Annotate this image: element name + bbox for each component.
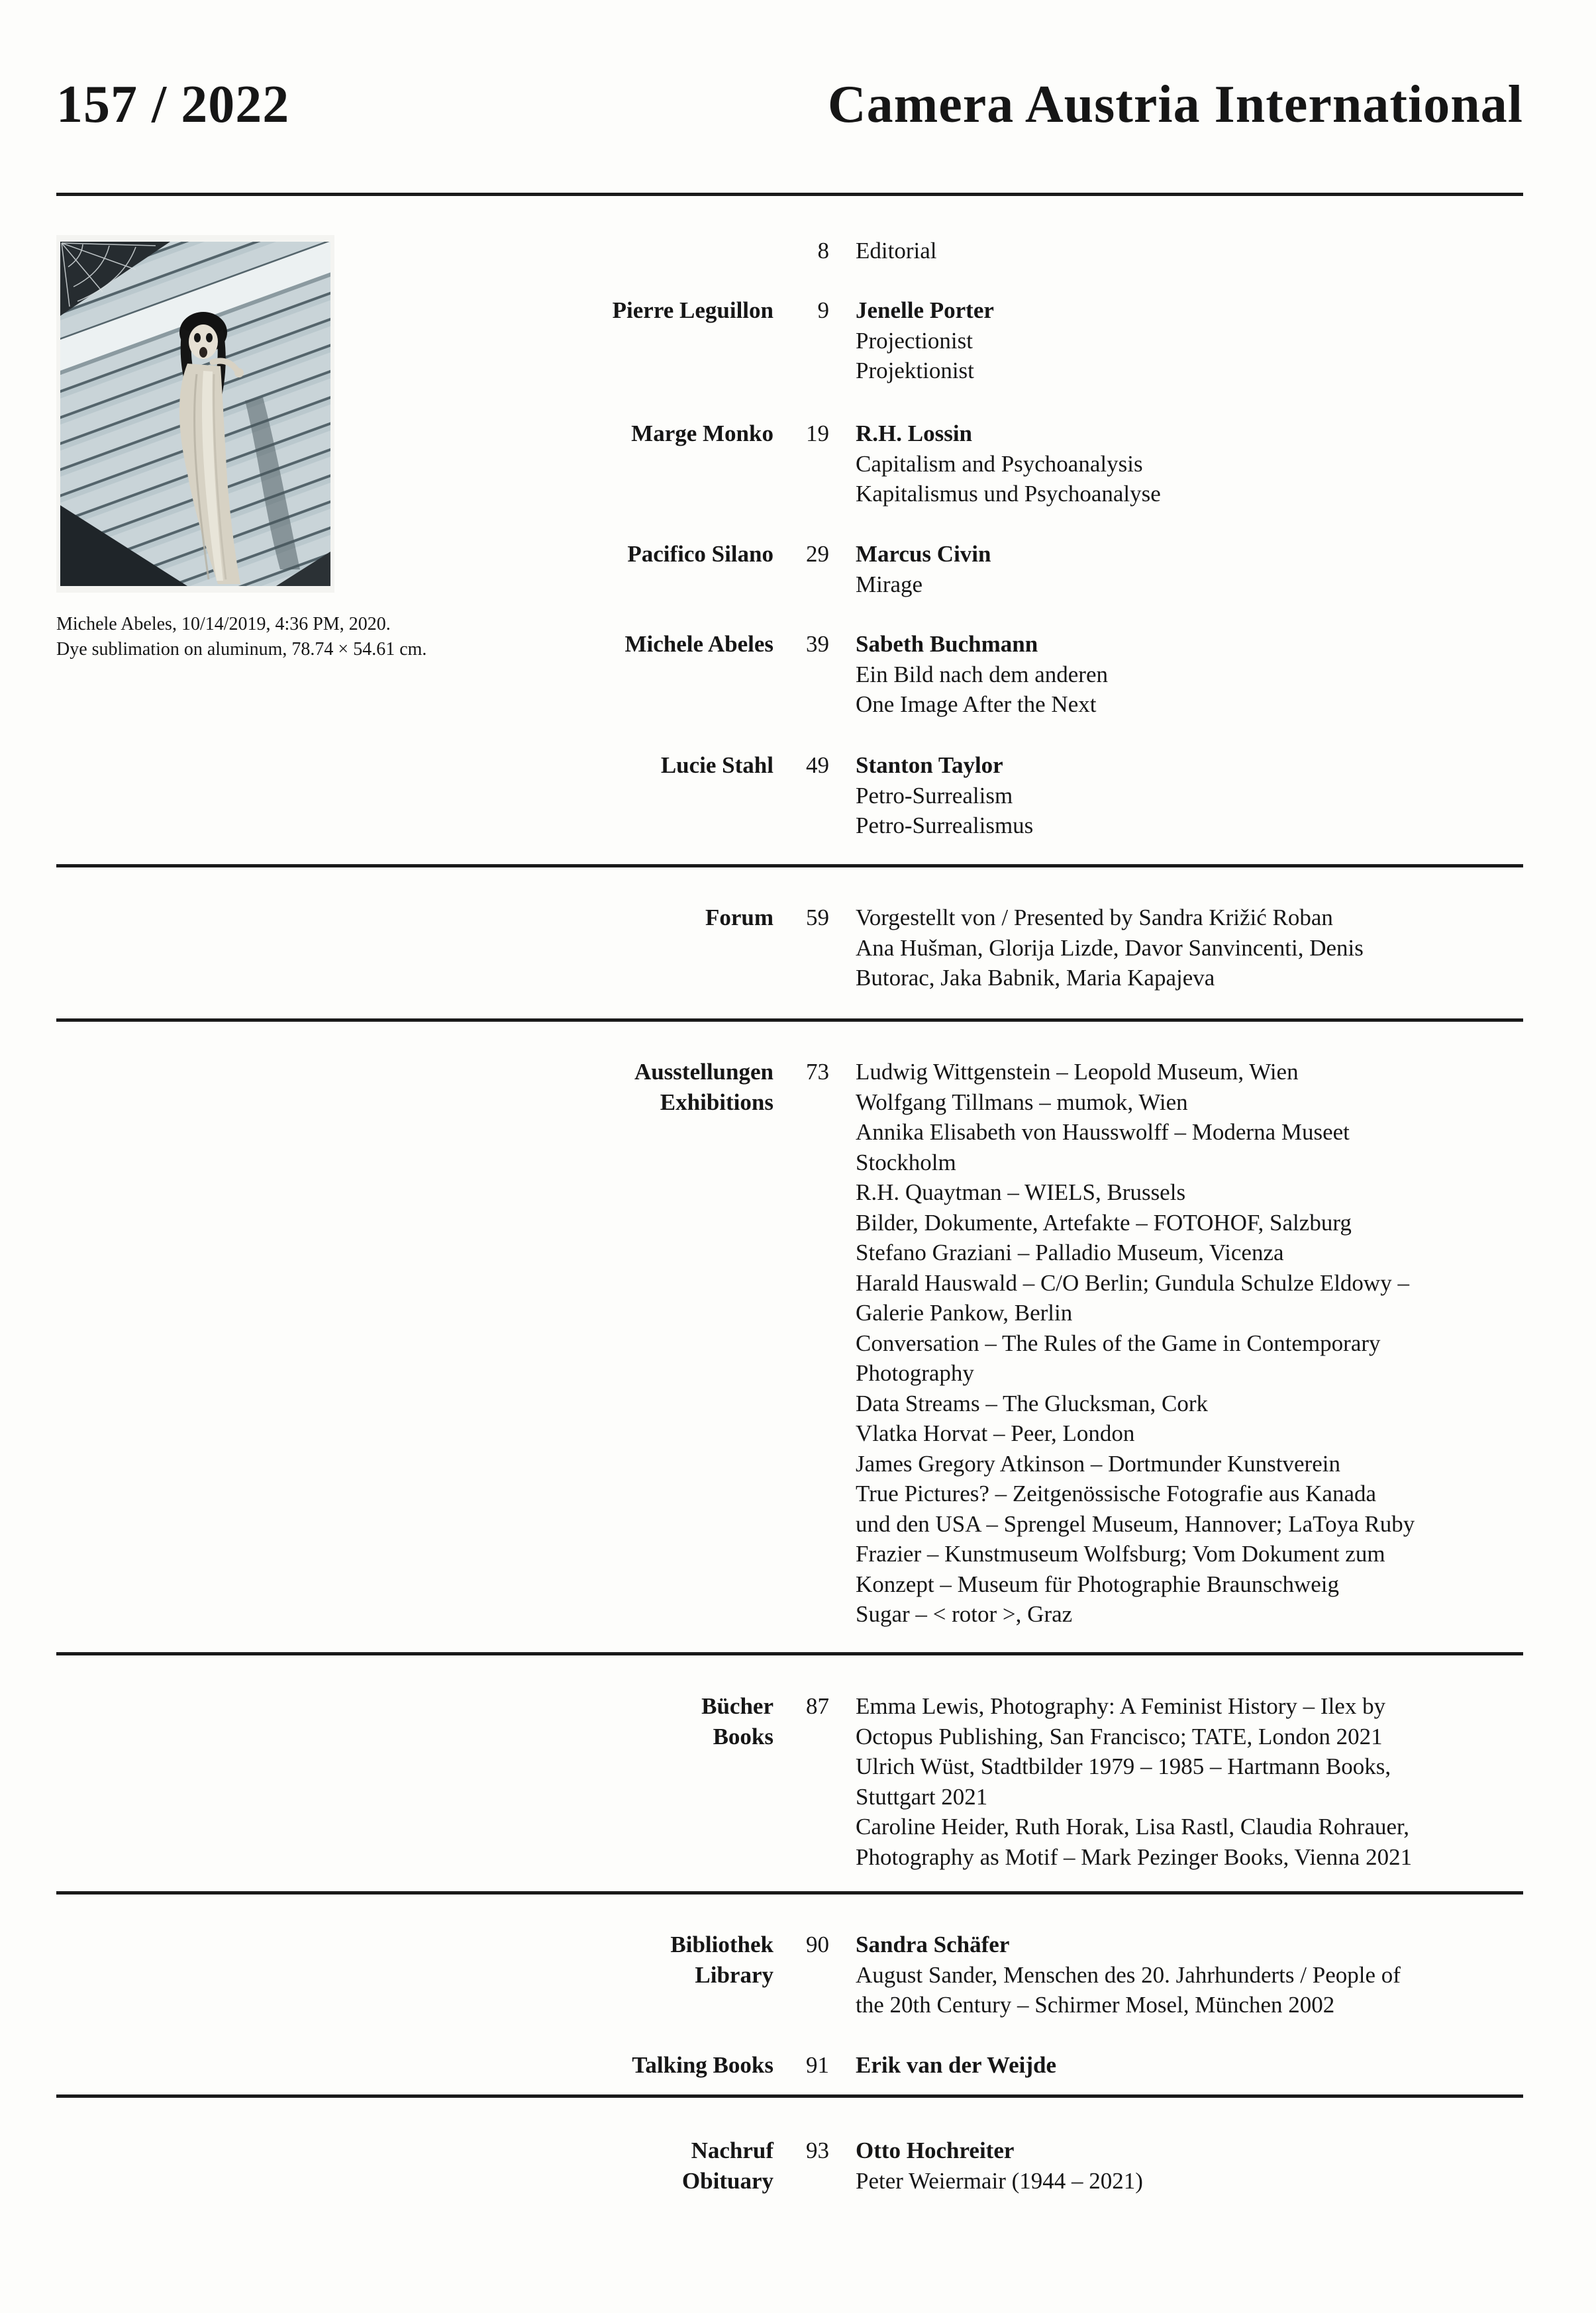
page-number: 87: [806, 1693, 829, 1719]
entry-line: R.H. Quaytman – WIELS, Brussels: [856, 1179, 1186, 1205]
contributor-name: Marcus Civin: [856, 541, 991, 567]
entry-text: [856, 418, 1544, 509]
horizontal-rule: [56, 2094, 1523, 2098]
entry-line: Bilder, Dokumente, Artefakte – FOTOHOF, Salzburg: [856, 1209, 1352, 1236]
section-label: [56, 295, 773, 326]
contributor-name: Sabeth Buchmann: [856, 631, 1038, 657]
contributor-name: Erik van der Weijde: [856, 2052, 1057, 2078]
entry-text: [856, 236, 1544, 266]
horizontal-rule: [56, 864, 1523, 867]
entry-line: Kapitalismus und Psychoanalyse: [856, 481, 1161, 507]
entry-line: Ein Bild nach dem anderen: [856, 661, 1108, 687]
entry-line: Data Streams – The Glucksman, Cork: [856, 1390, 1209, 1416]
entry-text: [856, 903, 1544, 993]
section-label-line: Library: [695, 1961, 773, 1988]
entry-line: Conversation – The Rules of the Game in Contemporary: [856, 1330, 1381, 1356]
section-label-line: Pacifico Silano: [627, 541, 773, 567]
entry-line: Stockholm: [856, 1149, 956, 1175]
entry-line: Octopus Publishing, San Francisco; TATE, London 2021: [856, 1723, 1383, 1749]
entry-line: Editorial: [856, 238, 937, 264]
entry-line: Caroline Heider, Ruth Horak, Lisa Rastl, Claudia Rohrauer,: [856, 1814, 1410, 1840]
entry-line: Sugar – < rotor >, Graz: [856, 1601, 1073, 1627]
entry-line: Frazier – Kunstmuseum Wolfsburg; Vom Dokument zum: [856, 1541, 1385, 1567]
entry-line: Galerie Pankow, Berlin: [856, 1300, 1073, 1326]
entry-line: Stuttgart 2021: [856, 1783, 988, 1810]
magazine-title: Camera Austria International: [827, 75, 1523, 134]
entry-line: Photography: [856, 1360, 974, 1386]
page-number: 93: [806, 2138, 829, 2163]
entry-text: [856, 295, 1544, 386]
section-label-line: Bücher: [701, 1693, 773, 1719]
contributor-name: Jenelle Porter: [856, 297, 994, 323]
section-label-line: Talking Books: [632, 2052, 773, 2078]
contributor-name: Otto Hochreiter: [856, 2138, 1015, 2163]
section-label: [56, 1057, 773, 1117]
entry-text: [856, 1930, 1544, 2020]
horizontal-rule: [56, 1652, 1523, 1655]
entry-text: [856, 1691, 1544, 1872]
entry-text: [856, 1057, 1544, 1630]
section-label-line: Nachruf: [691, 2138, 773, 2163]
entry-line: Ana Hušman, Glorija Lizde, Davor Sanvincenti, Denis: [856, 934, 1364, 961]
entry-line: Peter Weiermair (1944 – 2021): [856, 2167, 1143, 2194]
page-number: 59: [806, 905, 829, 930]
horizontal-rule: [56, 193, 1523, 196]
photo-caption-line-1: Michele Abeles, 10/14/2019, 4:36 PM, 2020.: [56, 614, 391, 634]
entry-line: Butorac, Jaka Babnik, Maria Kapajeva: [856, 965, 1215, 991]
photo-caption-line-2: Dye sublimation on aluminum, 78.74 × 54.61 cm.: [56, 639, 427, 660]
entry-line: August Sander, Menschen des 20. Jahrhunderts / People of: [856, 1961, 1401, 1988]
page-number: 73: [806, 1059, 829, 1085]
page-number: 29: [806, 541, 829, 567]
section-label: [56, 629, 773, 660]
contributor-name: R.H. Lossin: [856, 420, 973, 446]
entry-line: Mirage: [856, 571, 923, 597]
entry-line: Projectionist: [856, 327, 973, 354]
entry-line: Stefano Graziani – Palladio Museum, Vicenza: [856, 1240, 1284, 1265]
entry-line: Konzept – Museum für Photographie Braunschweig: [856, 1571, 1339, 1597]
entry-line: und den USA – Sprengel Museum, Hannover; LaToya Ruby: [856, 1510, 1415, 1537]
entry-line: Annika Elisabeth von Hausswolff – Moderna Museet: [856, 1119, 1350, 1145]
entry-line: One Image After the Next: [856, 691, 1097, 717]
section-label-line: Exhibitions: [660, 1089, 773, 1115]
entry-line: Vorgestellt von / Presented by Sandra Križić Roban: [856, 905, 1333, 930]
entry-text: [856, 539, 1544, 599]
entry-line: Petro-Surrealism: [856, 782, 1013, 809]
section-label-line: Obituary: [681, 2167, 773, 2194]
section-label-line: Bibliothek: [670, 1932, 773, 1957]
section-label-line: Pierre Leguillon: [612, 297, 773, 323]
section-label-line: Forum: [705, 905, 773, 930]
entry-line: True Pictures? – Zeitgenössische Fotografie aus Kanada: [856, 1481, 1377, 1506]
horizontal-rule: [56, 1018, 1523, 1022]
entry-line: Vlatka Horvat – Peer, London: [856, 1420, 1135, 1446]
section-label: [56, 750, 773, 781]
entry-line: the 20th Century – Schirmer Mosel, München 2002: [856, 1992, 1335, 2018]
entry-line: Photography as Motif – Mark Pezinger Books, Vienna 2021: [856, 1844, 1413, 1870]
section-label: [56, 418, 773, 449]
entry-line: Projektionist: [856, 358, 974, 383]
section-label-line: Lucie Stahl: [660, 752, 773, 778]
page-number: 39: [806, 631, 829, 657]
entry-text: [856, 2136, 1544, 2196]
entry-line: Petro-Surrealismus: [856, 812, 1034, 838]
entry-text: [856, 750, 1544, 841]
section-label-line: Ausstellungen: [634, 1059, 773, 1085]
entry-line: Emma Lewis, Photography: A Feminist History – Ilex by: [856, 1693, 1386, 1719]
page-number: 49: [806, 752, 829, 778]
issue-number: 157 / 2022: [56, 75, 290, 134]
page-number: 90: [806, 1932, 829, 1957]
entry-line: James Gregory Atkinson – Dortmunder Kunstverein: [856, 1450, 1340, 1477]
section-label: [56, 1930, 773, 1990]
section-label: [56, 2136, 773, 2196]
section-label: [56, 1691, 773, 1751]
contributor-name: Sandra Schäfer: [856, 1932, 1010, 1957]
page-number: 8: [817, 238, 829, 264]
entry-line: Ulrich Wüst, Stadtbilder 1979 – 1985 – Hartmann Books,: [856, 1753, 1391, 1779]
entry-line: Ludwig Wittgenstein – Leopold Museum, Wien: [856, 1059, 1299, 1085]
page-number: 9: [817, 297, 829, 323]
entry-line: Wolfgang Tillmans – mumok, Wien: [856, 1089, 1188, 1115]
entry-text: [856, 629, 1544, 720]
section-label: [56, 2050, 773, 2081]
entry-line: Capitalism and Psychoanalysis: [856, 450, 1143, 477]
section-label-line: Michele Abeles: [624, 631, 773, 657]
entry-line: Harald Hauswald – C/O Berlin; Gundula Schulze Eldowy –: [856, 1269, 1409, 1296]
section-label-line: Books: [713, 1723, 773, 1749]
section-label: [56, 539, 773, 569]
page-number: 91: [806, 2052, 829, 2078]
page-number: 19: [806, 420, 829, 446]
horizontal-rule: [56, 1891, 1523, 1895]
contributor-name: Stanton Taylor: [856, 752, 1003, 778]
section-label: [56, 903, 773, 933]
entry-text: [856, 2050, 1544, 2081]
section-label-line: Marge Monko: [631, 420, 773, 446]
